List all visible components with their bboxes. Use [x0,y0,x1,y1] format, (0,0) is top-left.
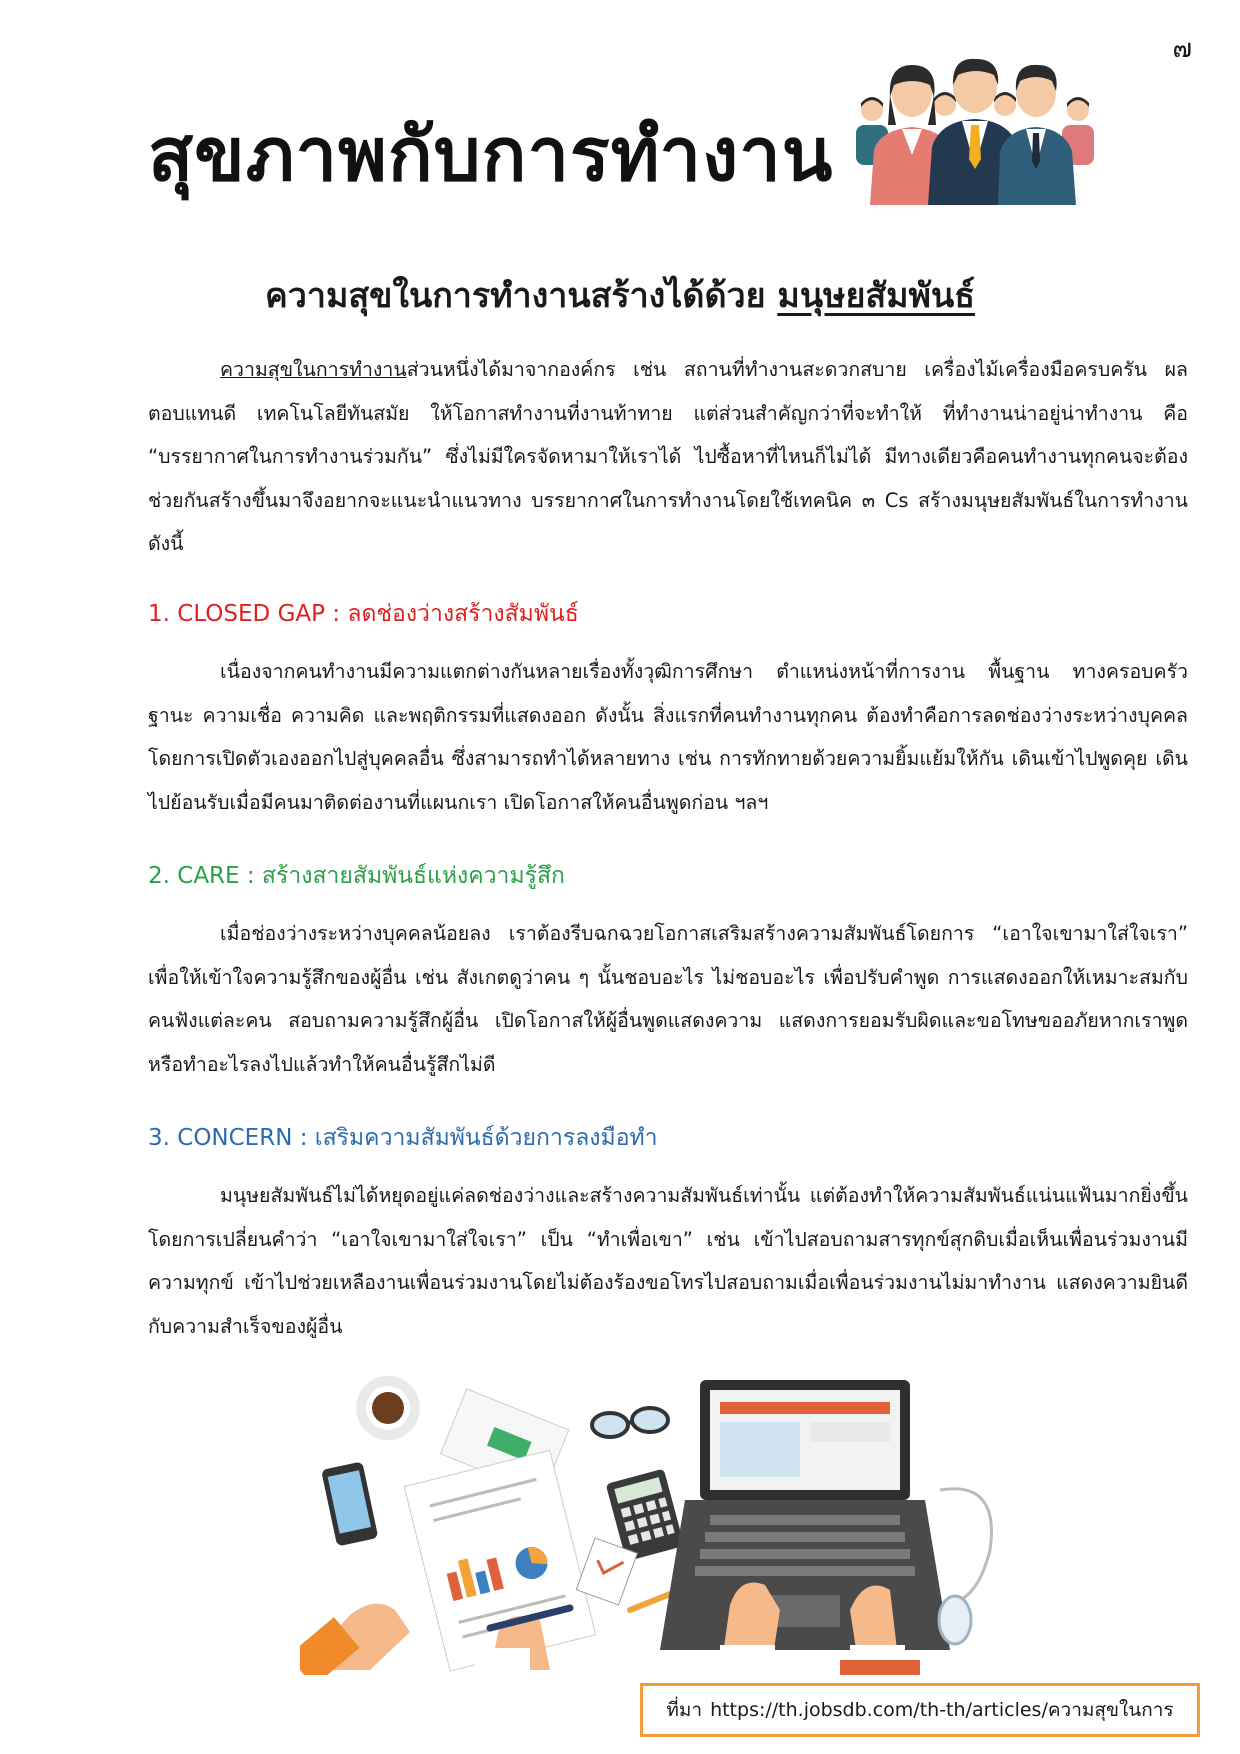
laptop-icon [660,1380,950,1650]
section-heading-closed-gap: 1. CLOSED GAP : ลดช่องว่างสร้างสัมพันธ์ [148,601,579,627]
office-desk-icon [300,1370,1080,1675]
business-people-icon [850,55,1100,205]
section-heading-care: 2. CARE : สร้างสายสัมพันธ์แห่งความรู้สึก [148,863,565,889]
source-citation [640,1683,1200,1737]
section-heading-concern: 3. CONCERN : เสริมความสัมพันธ์ด้วยการลงมือทำ [148,1125,658,1151]
intro-text: ส่วนหนึ่งได้มาจากองค์กร เช่น สถานที่ทำงานสะดวกสบาย เครื่องไม้เครื่องมือครบครัน ผลตอบแทนดี เทคโนโลยีทันสมัย ให้โอกาสทำงานที่งานท้าทาย แต่ส่วนสำคัญกว่าที่จะทำให้ ที่ทำงานน่าอยู่น่าทำงาน คือ “บรรยากาศในการทำงานร่วมกัน” ซึ่งไม่มีใครจัดหามาให้เราได้ ไปซื้อหาที่ไหนก็ไม่ได้ มีทางเดียวคือคนทำงานทุกคนจะต้องช่วยกันสร้างขึ้นมาจึงอยากจะแนะนำแนวทาง บรรยากาศในการทำงานโดยใช้เทคนิค ๓ Cs สร้างมนุษยสัมพันธ์ในการทำงานดังนี้ [148,358,1188,555]
section-body-concern: มนุษยสัมพันธ์ไม่ได้หยุดอยู่แค่ลดช่องว่างและสร้างความสัมพันธ์เท่านั้น แต่ต้องทำให้ความสัมพันธ์แน่นแฟ้นมากยิ่งขึ้นโดยการเปลี่ยนคำว่า “เอาใจเขามาใส่ใจเรา” เป็น “ทำเพื่อเขา” เช่น เข้าไปสอบถามสารทุกข์สุกดิบเมื่อเห็นเพื่อนร่วมงานมีความทุกข์ เข้าไปช่วยเหลืองานเพื่อนร่วมงานโดยไม่ต้องร้องขอโทรไปสอบถามเมื่อเพื่อนร่วมงานไม่มาทำงาน แสดงความยินดีกับความสำเร็จของผู้อื่น [148,1184,1188,1338]
hand-left-icon [300,1604,410,1675]
section-body-closed-gap: เนื่องจากคนทำงานมีความแตกต่างกันหลายเรื่องทั้งวุฒิการศึกษา ตำแหน่งหน้าที่การงาน พื้นฐาน ทางครอบครัว ฐานะ ความเชื่อ ความคิด และพฤติกรรมที่แสดงออก ดังนั้น สิ่งแรกที่คนทำงานทุกคน ต้องทำคือการลดช่องว่างระหว่างบุคคลโดยการเปิดตัวเองออกไปสู่บุคคลอื่น ซึ่งสามารถทำได้หลายทาง เช่น การทักทายด้วยความยิ้มแย้มให้กัน เดินเข้าไปพูดคุย เดินไปย้อนรับเมื่อมีคนมาติดต่องานที่แผนกเรา เปิดโอกาสให้คนอื่นพูดก่อน ฯลฯ [148,660,1188,814]
page-title: สุขภาพกับการทำงาน [148,112,834,198]
intro-lead: ความสุขในการทำงาน [220,358,407,381]
source-label: ที่มา [666,1699,703,1721]
phone-icon [321,1461,378,1546]
mouse-icon [939,1489,991,1644]
section-body-care: เมื่อช่องว่างระหว่างบุคคลน้อยลง เราต้องรีบฉกฉวยโอกาสเสริมสร้างความสัมพันธ์โดยการ “เอาใจเขามาใส่ใจเรา” เพื่อให้เข้าใจความรู้สึกของผู้อื่น เช่น สังเกตดูว่าคน ๆ นั้นชอบอะไร ไม่ชอบอะไร เพื่อปรับคำพูด การแสดงออกให้เหมาะสมกับคนฟังแต่ละคน สอบถามความรู้สึกผู้อื่น เปิดโอกาสให้ผู้อื่นพูดแสดงความ แสดงการยอมรับผิดและขอโทษขออภัยหากเราพูดหรือทำอะไรลงไปแล้วทำให้คนอื่นรู้สึกไม่ดี [148,922,1188,1076]
coffee-cup-icon [356,1376,420,1440]
intro-paragraph [148,348,1188,566]
source-url[interactable]: https://th.jobsdb.com/th-th/articles/ความสุขในการ [710,1699,1174,1721]
glasses-icon [592,1408,668,1437]
subtitle-underlined: มนุษยสัมพันธ์ [777,276,975,316]
page-number: ๗ [1172,34,1192,64]
subtitle-main: ความสุขในการทำงานสร้างได้ด้วย [265,276,766,316]
subtitle [0,268,1240,322]
